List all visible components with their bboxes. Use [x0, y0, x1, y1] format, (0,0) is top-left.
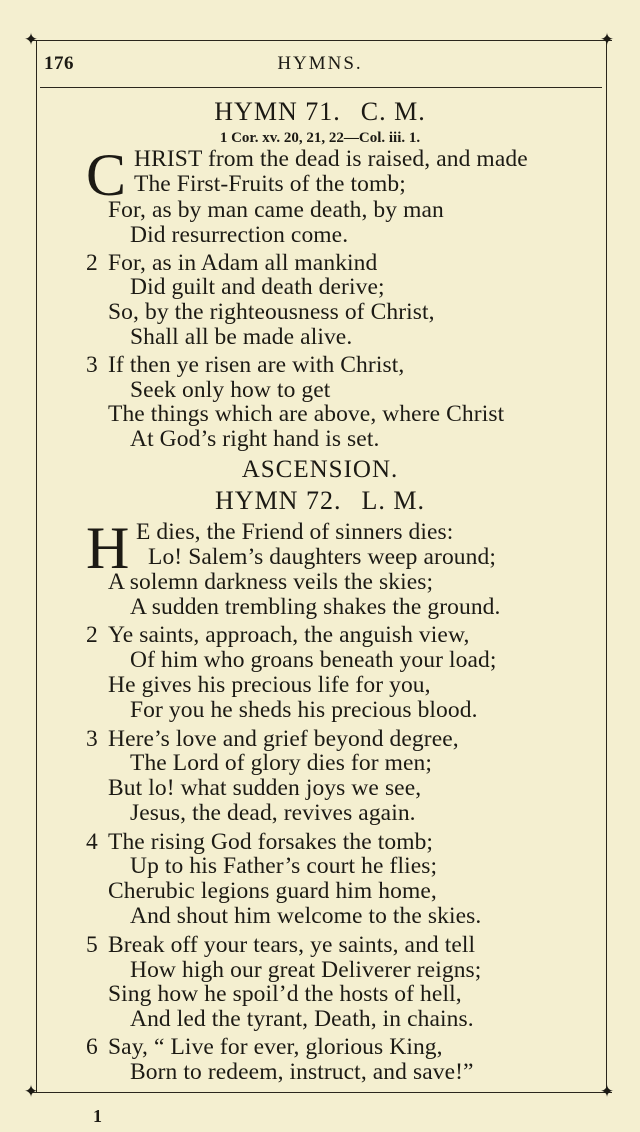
verse-line: Up to his Father’s court he flies;	[130, 853, 438, 879]
verse-number: 3	[86, 726, 98, 752]
verse-line: For, as in Adam all mankind	[108, 250, 378, 276]
drop-cap: H	[86, 515, 130, 581]
verse-line: A solemn darkness veils the skies;	[108, 569, 434, 595]
verse-number: 2	[86, 250, 98, 276]
verse-line: And shout him welcome to the skies.	[130, 903, 482, 929]
frame-left-rule	[36, 40, 37, 1092]
verse-number: 5	[86, 932, 98, 958]
verse-line: For you he sheds his precious blood.	[130, 697, 478, 723]
verse-line: The rising God forsakes the tomb;	[108, 829, 434, 855]
verse-line: Did resurrection come.	[130, 222, 349, 248]
verse-line: Here’s love and grief beyond degree,	[108, 726, 459, 752]
header-rule	[40, 87, 602, 88]
verse-number: 6	[86, 1034, 98, 1060]
verse-line: Sing how he spoil’d the hosts of hell,	[108, 981, 462, 1007]
verse-line: The Lord of glory dies for men;	[130, 750, 432, 776]
drop-cap: C	[86, 142, 127, 208]
verse-line: Of him who groans beneath your load;	[130, 647, 497, 673]
scripture-reference: 1 Cor. xv. 20, 21, 22—Col. iii. 1.	[219, 130, 421, 146]
verse-line: If then ye risen are with Christ,	[108, 352, 405, 378]
corner-ornament-icon: ✦	[599, 1082, 615, 1102]
verse-number: 4	[86, 829, 98, 855]
section-title: ASCENSION.	[241, 456, 399, 483]
verse-line: For, as by man came death, by man	[108, 197, 444, 223]
verse-line: Seek only how to get	[130, 377, 331, 403]
verse-line: The First-Fruits of the tomb;	[134, 171, 406, 197]
page-number: 176	[44, 53, 74, 74]
verse-line: Ye saints, approach, the anguish view,	[108, 622, 470, 648]
verse-line: Break off your tears, ye saints, and tell	[108, 932, 476, 958]
verse-line: Say, “ Live for ever, glorious King,	[108, 1034, 443, 1060]
hymn-meter: C. M.	[360, 97, 426, 126]
verse-line: Did guilt and death derive;	[130, 274, 385, 300]
verse-line: So, by the righteousness of Christ,	[108, 299, 435, 325]
verse-line: How high our great Deliverer reigns;	[130, 957, 482, 983]
verse-line: Lo! Salem’s daughters weep around;	[148, 544, 496, 570]
verse-line: And led the tyrant, Death, in chains.	[130, 1006, 474, 1032]
frame-top-rule	[30, 40, 612, 41]
hymn-number: HYMN 71.	[214, 97, 341, 126]
hymn-meter: L. M.	[361, 486, 425, 515]
hymn-71-title	[0, 97, 640, 127]
verse-line: A sudden trembling shakes the ground.	[130, 594, 501, 620]
running-head: HYMNS.	[277, 53, 363, 74]
frame-bottom-rule	[30, 1092, 612, 1093]
hymn-number: HYMN 72.	[215, 486, 342, 515]
verse-line: At God’s right hand is set.	[130, 426, 380, 452]
verse-line: Cherubic legions guard him home,	[108, 878, 437, 904]
verse-line: Born to redeem, instruct, and save!”	[130, 1059, 474, 1085]
corner-ornament-icon: ✦	[599, 30, 615, 50]
verse-line: The things which are above, where Christ	[108, 401, 505, 427]
corner-ornament-icon: ✦	[23, 30, 39, 50]
corner-ornament-icon: ✦	[23, 1082, 39, 1102]
verse-line: He gives his precious life for you,	[108, 672, 431, 698]
verse-line: E dies, the Friend of sinners dies:	[136, 519, 454, 545]
signature-mark: 1	[93, 1106, 102, 1126]
verse-line: But lo! what sudden joys we see,	[108, 775, 422, 801]
verse-line: Shall all be made alive.	[130, 324, 353, 350]
hymn-72-title	[0, 486, 640, 516]
verse-line: Jesus, the dead, revives again.	[130, 800, 416, 826]
verse-number: 2	[86, 622, 98, 648]
frame-right-rule	[606, 40, 607, 1092]
verse-number: 3	[86, 352, 98, 378]
verse-line: HRIST from the dead is raised, and made	[134, 146, 528, 172]
